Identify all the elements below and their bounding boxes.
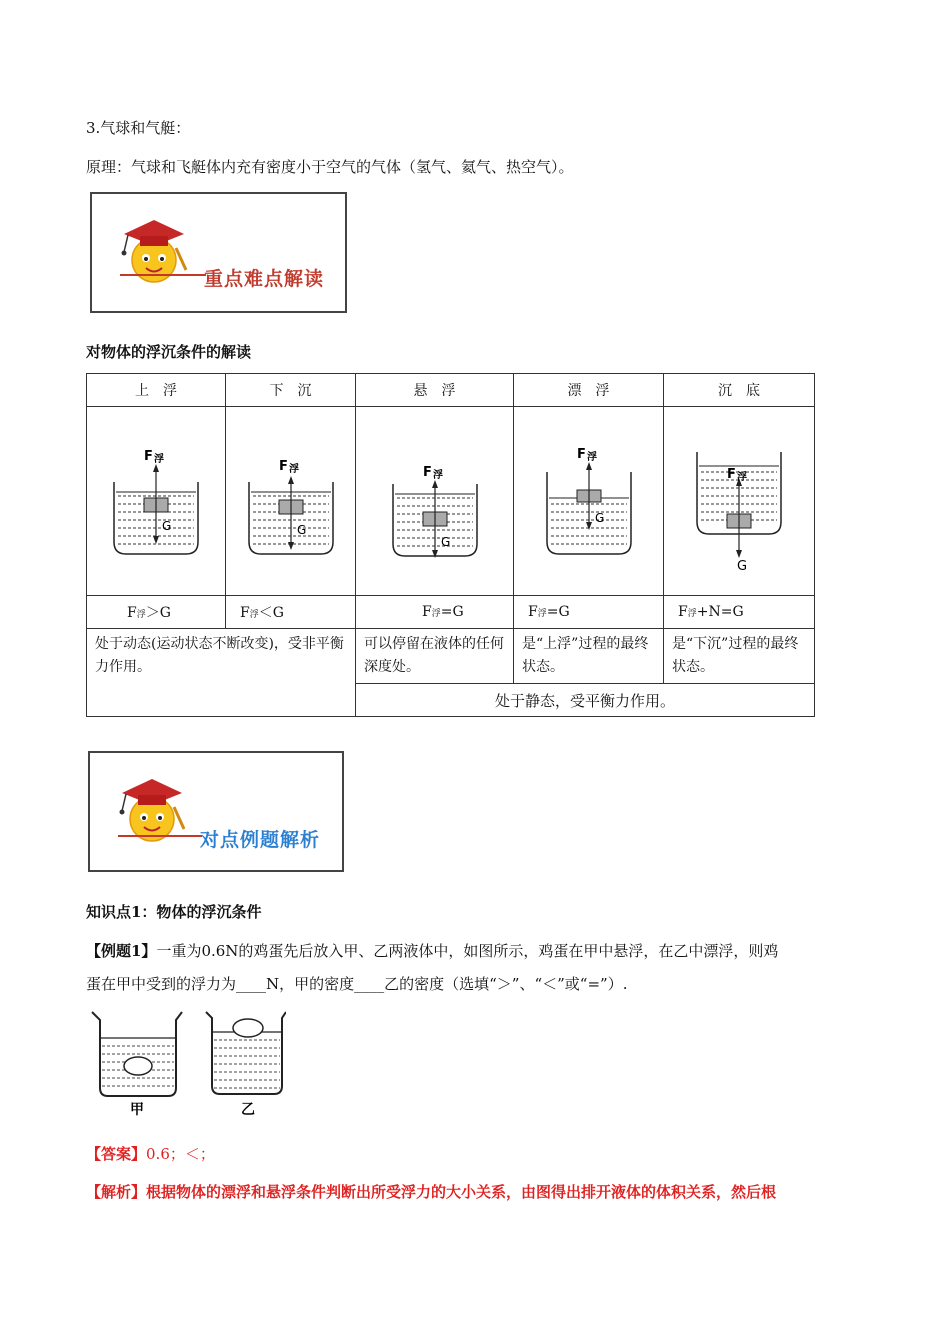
banner-title: 重点难点解读	[204, 268, 325, 290]
gravity-label: G	[296, 523, 306, 537]
force-sub-label: 浮	[586, 452, 597, 463]
key-points-banner	[90, 192, 347, 313]
header-cell: 下 沉	[226, 374, 356, 407]
condition-cell: F浮+N=G	[664, 596, 815, 629]
bottom-description: 是“下沉”过程的最终状态。	[664, 629, 815, 684]
floating-figure-cell	[514, 407, 664, 596]
condition-cell: F浮＜G	[226, 596, 356, 629]
banner-title: 对点例题解析	[200, 829, 321, 851]
gravity-label: G	[594, 511, 604, 525]
condition-cell: F浮=G	[514, 596, 664, 629]
gravity-label: G	[737, 559, 748, 574]
examples-banner	[88, 751, 344, 872]
header-cell: 沉 底	[664, 374, 815, 407]
suspended-figure-cell	[356, 407, 514, 596]
banner-underline	[120, 274, 206, 276]
force-sub-label: 浮	[288, 464, 299, 475]
suspend-description: 可以停留在液体的任何深度处。	[356, 629, 514, 684]
condition-cell: F浮＞G	[87, 596, 226, 629]
beaker-label-b: 乙	[241, 1102, 255, 1118]
float-sink-table	[86, 373, 815, 717]
sinking-figure-cell	[226, 407, 356, 596]
analysis-line	[86, 1181, 776, 1203]
static-description: 处于静态，受平衡力作用。	[356, 684, 815, 717]
condition-cell: F浮=G	[356, 596, 514, 629]
table-title: 对物体的浮沉条件的解读	[86, 343, 252, 361]
rising-beaker-diagram	[106, 434, 206, 564]
example-beakers-figure	[86, 1006, 286, 1118]
knowledge-point-title: 知识点1：物体的浮沉条件	[86, 903, 262, 921]
example-line-1: 【例题1】一重为0.6N的鸡蛋先后放入甲、乙两液体中，如图所示，鸡蛋在甲中悬浮，在乙中漂浮，则鸡	[86, 942, 779, 960]
suspended-beaker-diagram	[385, 434, 485, 564]
example-tag: 【例题1】	[86, 942, 157, 960]
answer-line	[86, 1143, 215, 1165]
force-label: F	[727, 467, 736, 482]
force-sub-label: 浮	[737, 472, 747, 483]
header-cell: 上 浮	[87, 374, 226, 407]
header-cell: 漂 浮	[514, 374, 664, 407]
float-description: 是“上浮”过程的最终状态。	[514, 629, 664, 684]
section-heading: 3.气球和气艇：	[86, 119, 191, 137]
graduate-mascot-icon	[110, 208, 190, 288]
sinking-beaker-diagram	[241, 434, 341, 564]
principle-text: 原理：气球和飞艇体内充有密度小于空气的气体（氢气、氦气、热空气）。	[86, 158, 574, 176]
analysis-text: 根据物体的漂浮和悬浮条件判断出所受浮力的大小关系，由图得出排开液体的体积关系，然后根	[146, 1183, 777, 1201]
force-label: F	[576, 447, 586, 462]
dynamic-description: 处于动态(运动状态不断改变)，受非平衡力作用。	[87, 629, 356, 717]
example-line-2: 蛋在甲中受到的浮力为____N，甲的密度____乙的密度（选填“＞”、“＜”或“=”）.	[86, 975, 628, 993]
rising-figure-cell	[87, 407, 226, 596]
bottom-beaker-diagram	[689, 424, 789, 574]
force-label: F	[144, 449, 153, 464]
answer-text: 0.6；＜；	[146, 1145, 215, 1163]
banner-underline	[118, 835, 202, 837]
force-label: F	[422, 465, 432, 480]
force-label: F	[278, 459, 288, 474]
gravity-label: G	[440, 535, 450, 549]
analysis-tag: 【解析】	[86, 1183, 147, 1201]
answer-tag: 【答案】	[86, 1145, 147, 1163]
gravity-label: G	[162, 519, 172, 533]
force-sub-label: 浮	[154, 454, 164, 465]
bottom-figure-cell	[664, 407, 815, 596]
beaker-label-a: 甲	[130, 1102, 144, 1118]
header-cell: 悬 浮	[356, 374, 514, 407]
floating-beaker-diagram	[539, 434, 639, 564]
force-sub-label: 浮	[432, 470, 443, 481]
